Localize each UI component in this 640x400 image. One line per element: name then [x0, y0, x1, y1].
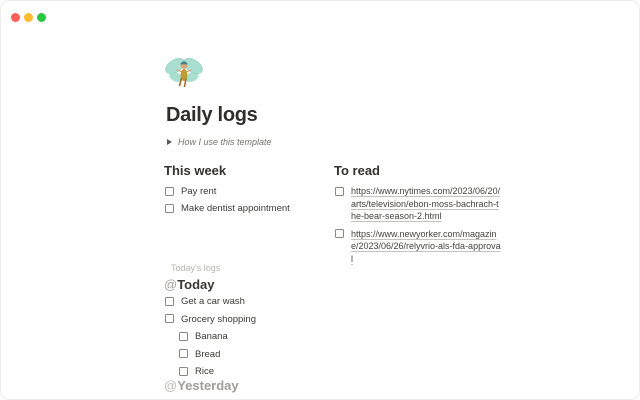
date-mention-yesterday[interactable]: [164, 378, 239, 393]
todo-item[interactable]: [334, 228, 502, 266]
two-column-layout: [164, 163, 502, 270]
todo-item-nested[interactable]: [178, 365, 364, 378]
toggle-label: How I use this template: [178, 137, 272, 147]
fairy-emoji-graphic: [164, 53, 204, 93]
minimize-button[interactable]: [24, 13, 33, 22]
section-heading-this-week: This week: [164, 163, 227, 178]
window-controls: [11, 13, 46, 22]
todo-item[interactable]: [164, 202, 311, 215]
page-title: Daily logs: [166, 104, 258, 126]
todo-item[interactable]: [164, 313, 364, 326]
checkbox-unchecked[interactable]: [179, 332, 188, 341]
mention-label: Today: [177, 277, 215, 292]
todo-item[interactable]: [164, 185, 311, 198]
zoom-button[interactable]: [37, 13, 46, 22]
date-mention-today[interactable]: [164, 277, 215, 292]
todo-label: Make dentist appointment: [181, 203, 290, 214]
todo-label: Bread: [195, 348, 221, 360]
mention-at-symbol: @: [164, 378, 178, 393]
column-to-read: [334, 163, 502, 270]
checkbox-unchecked[interactable]: [179, 349, 188, 358]
toggle-how-i-use-template[interactable]: [167, 137, 272, 147]
todo-item-nested[interactable]: [178, 348, 364, 361]
todo-label: Rice: [195, 366, 215, 377]
column-this-week: [164, 163, 311, 270]
checkbox-unchecked[interactable]: [179, 367, 188, 376]
checkbox-unchecked[interactable]: [335, 187, 344, 196]
fairy-page-icon[interactable]: [164, 53, 204, 93]
url-link[interactable]: https://www.newyorker.com/magazine/2023/06/26/relyvrio-als-fda-approval: [351, 228, 501, 264]
todays-logs-caption: Today's logs: [171, 263, 221, 273]
today-todo-list: [164, 295, 364, 383]
checkbox-unchecked[interactable]: [165, 297, 174, 306]
todo-item[interactable]: [334, 185, 502, 223]
close-button[interactable]: [11, 13, 20, 22]
checkbox-unchecked[interactable]: [165, 204, 174, 213]
todo-label: Pay rent: [181, 186, 217, 197]
toggle-arrow-icon[interactable]: [167, 139, 172, 145]
checkbox-unchecked[interactable]: [165, 314, 174, 323]
todo-item-nested[interactable]: [178, 330, 364, 343]
todo-label: Banana: [195, 331, 228, 342]
todo-label: Get a car wash: [181, 296, 245, 307]
checkbox-unchecked[interactable]: [335, 229, 344, 238]
checkbox-unchecked[interactable]: [165, 187, 174, 196]
todo-item[interactable]: [164, 295, 364, 308]
todo-label: Grocery shopping: [181, 313, 256, 325]
section-heading-to-read: To read: [334, 163, 380, 178]
mention-label: Yesterday: [177, 378, 239, 393]
url-link[interactable]: https://www.nytimes.com/2023/06/20/arts/television/ebon-moss-bachrach-the-bear-season-2.html: [351, 186, 501, 221]
mention-at-symbol: @: [164, 277, 178, 292]
